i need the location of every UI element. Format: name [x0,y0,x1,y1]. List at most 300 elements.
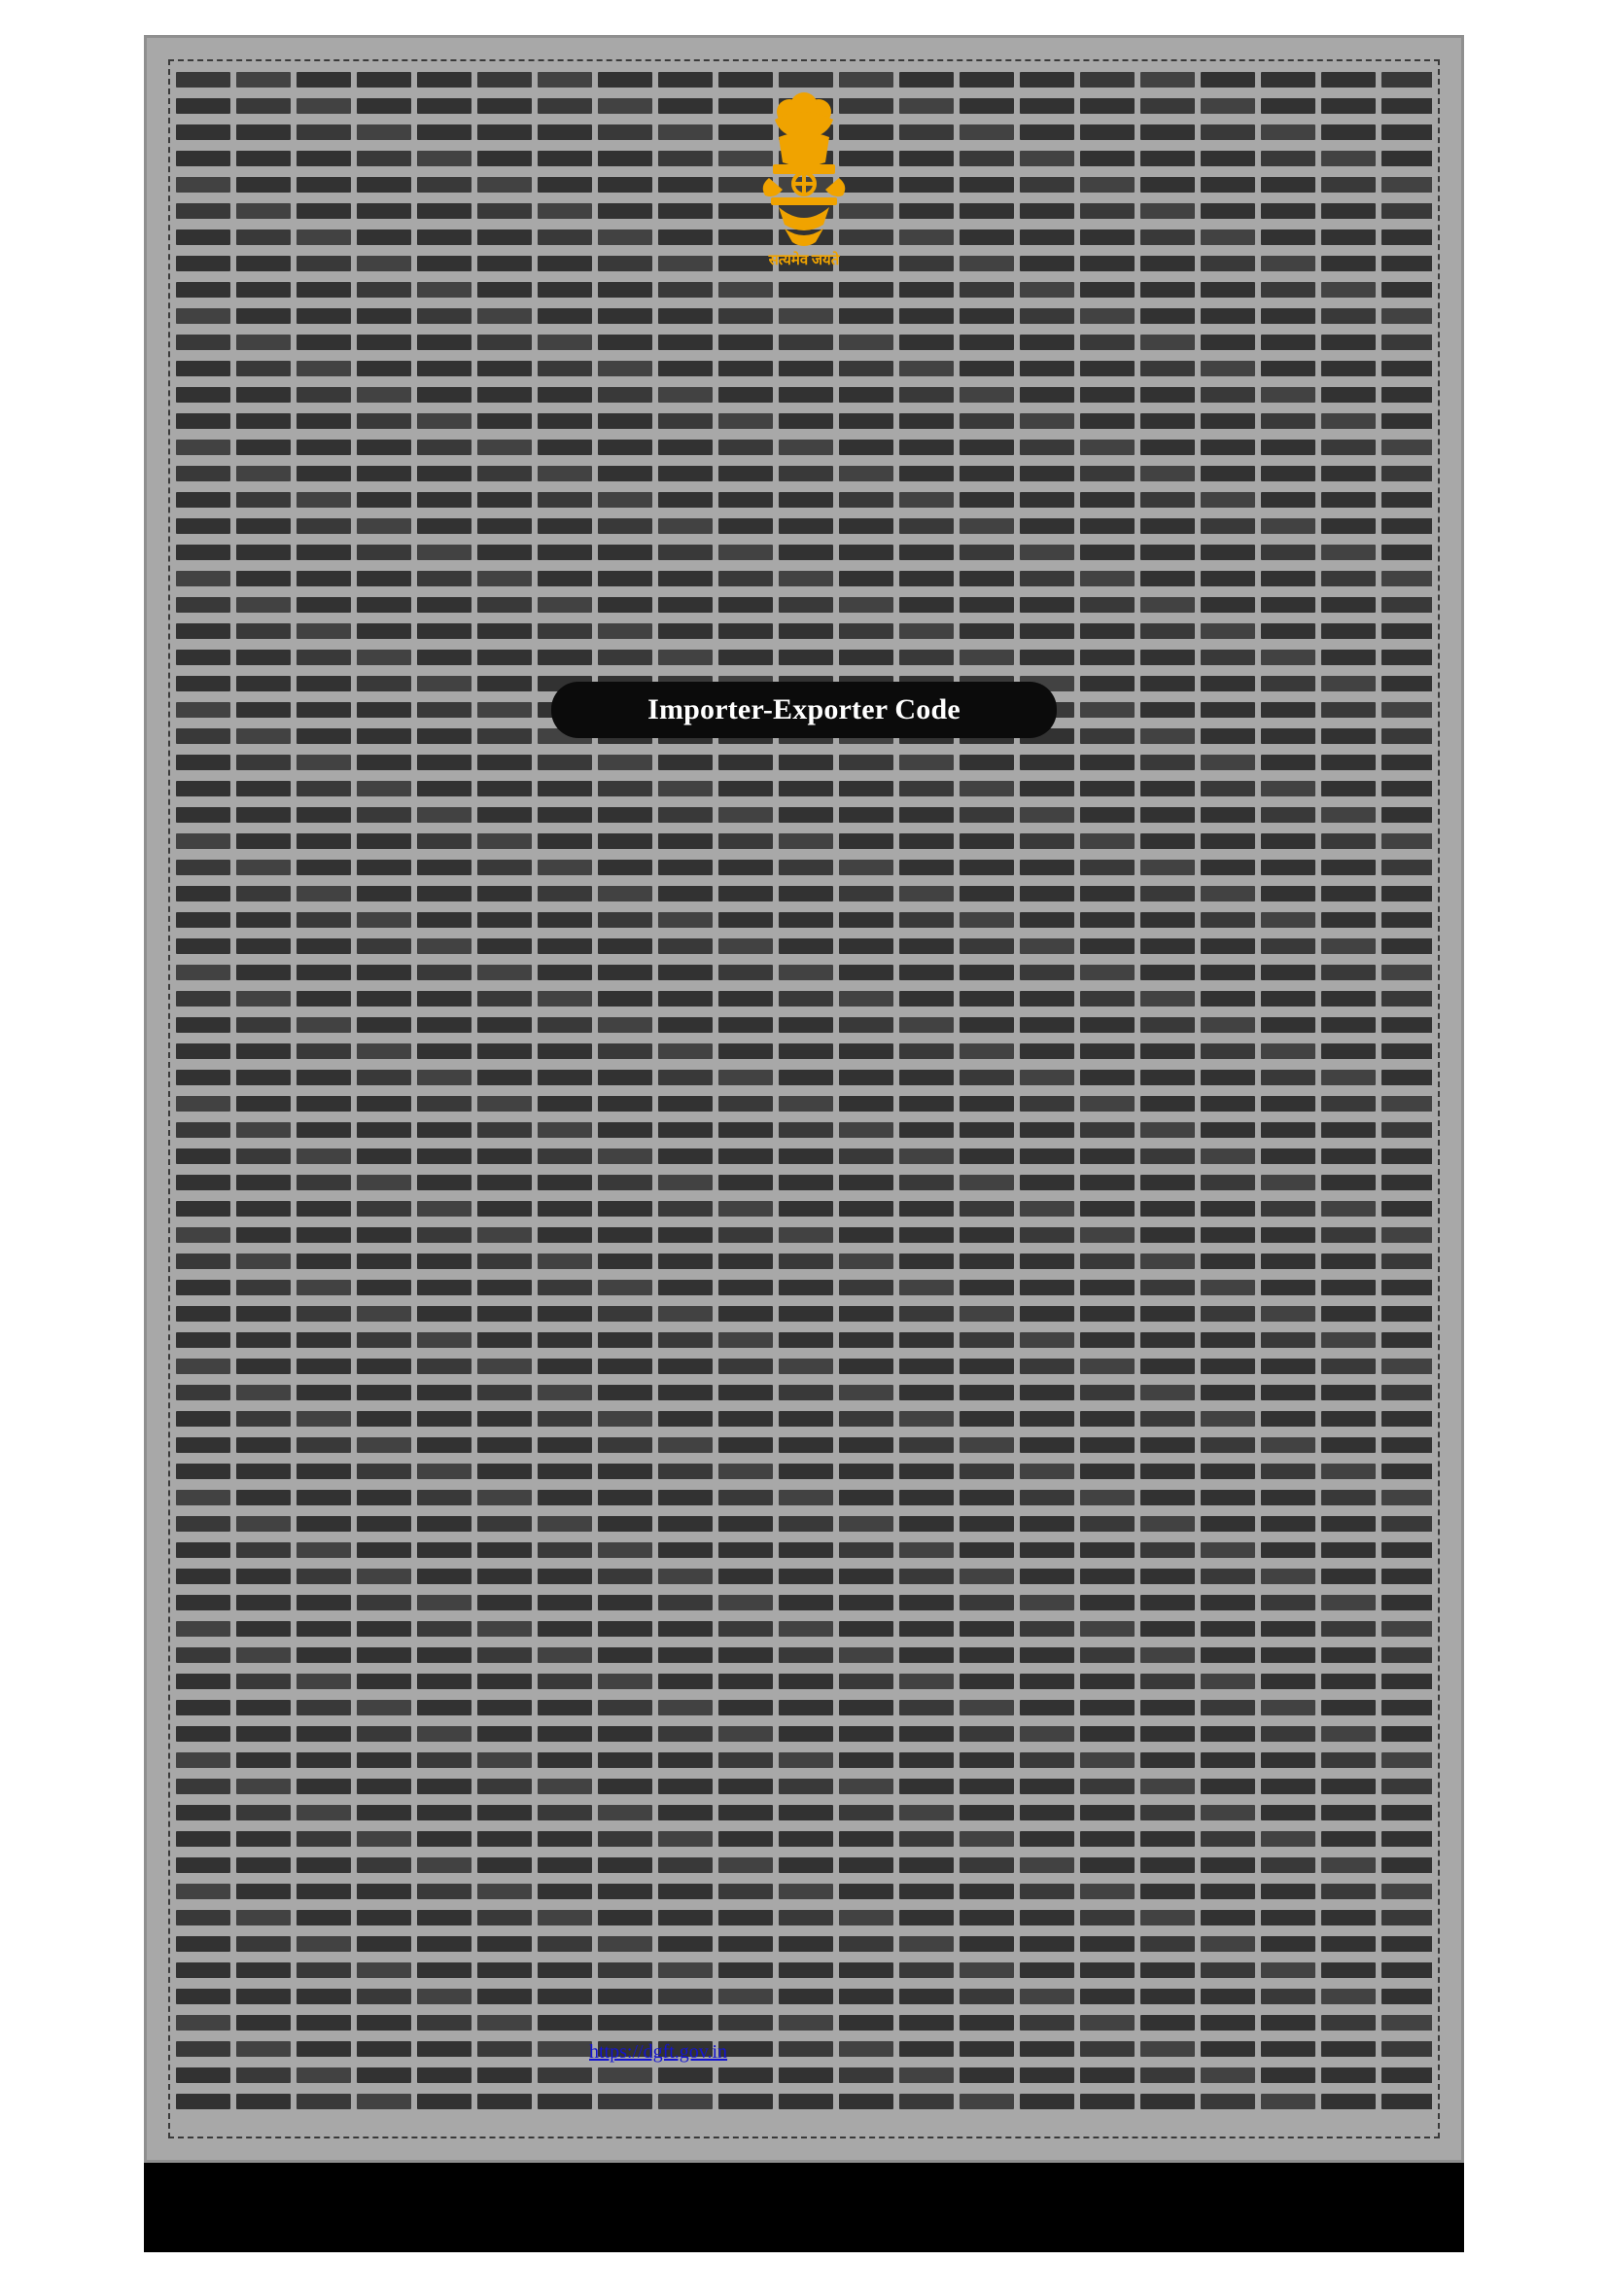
watermark-cell [357,1254,411,1269]
watermark-cell [1201,518,1255,534]
watermark-cell [357,1647,411,1663]
watermark-cell [1020,623,1074,639]
watermark-cell [839,991,893,1007]
watermark-cell [538,1726,592,1742]
watermark-cell [1020,571,1074,586]
watermark-cell [1080,545,1135,560]
watermark-cell [1080,492,1135,508]
watermark-cell [1201,545,1255,560]
watermark-cell [960,2067,1014,2083]
watermark-cell [236,1227,291,1243]
watermark-cell [1201,676,1255,691]
watermark-cell [1381,702,1432,718]
watermark-cell [236,1621,291,1637]
watermark-cell [839,1070,893,1085]
watermark-cell [236,2015,291,2031]
watermark-cell [176,1595,230,1610]
watermark-cell [1261,1516,1315,1532]
watermark-cell [1201,571,1255,586]
watermark-cell [1261,335,1315,350]
watermark-cell [1321,1726,1376,1742]
watermark-cell [538,1805,592,1820]
watermark-cell [477,282,532,298]
watermark-cell [176,571,230,586]
watermark-cell [598,1254,652,1269]
watermark-cell [779,1070,833,1085]
watermark-cell [598,1910,652,1925]
watermark-cell [1201,1359,1255,1374]
watermark-cell [1080,1647,1135,1663]
watermark-cell [1140,1385,1195,1400]
watermark-cell [417,387,472,403]
watermark-cell [477,2015,532,2031]
watermark-cell [779,1910,833,1925]
watermark-cell [1381,1043,1432,1059]
watermark-cell [236,2067,291,2083]
watermark-cell [1261,2067,1315,2083]
watermark-cell [1381,72,1432,88]
watermark-cell [899,912,954,928]
watermark-cell [417,1831,472,1847]
watermark-cell [1020,1542,1074,1558]
watermark-cell [297,1306,351,1322]
watermark-cell [779,1411,833,1427]
watermark-cell [1080,387,1135,403]
watermark-cell [899,1437,954,1453]
watermark-cell [960,518,1014,534]
watermark-cell [297,676,351,691]
watermark-cell [1020,308,1074,324]
watermark-cell [538,912,592,928]
watermark-cell [598,1647,652,1663]
watermark-cell [899,387,954,403]
watermark-cell [176,1227,230,1243]
watermark-cell [718,518,773,534]
watermark-cell [960,886,1014,901]
watermark-cell [477,2094,532,2109]
watermark-cell [960,1227,1014,1243]
watermark-cell [779,1516,833,1532]
watermark-cell [236,72,291,88]
watermark-cell [176,335,230,350]
watermark-cell [1201,1726,1255,1742]
watermark-cell [960,1910,1014,1925]
watermark-cell [1201,1516,1255,1532]
watermark-cell [899,1805,954,1820]
watermark-cell [1261,1227,1315,1243]
watermark-cell [297,1175,351,1190]
watermark-cell [1261,781,1315,796]
watermark-cell [1080,1017,1135,1033]
watermark-cell [236,1700,291,1715]
watermark-cell [1201,1989,1255,2004]
watermark-cell [176,1857,230,1873]
watermark-cell [960,1201,1014,1217]
watermark-row [176,408,1432,434]
watermark-cell [538,781,592,796]
watermark-cell [1261,1490,1315,1505]
watermark-cell [839,1280,893,1295]
watermark-cell [1381,1831,1432,1847]
watermark-cell [357,545,411,560]
watermark-cell [779,1385,833,1400]
watermark-cell [1080,781,1135,796]
watermark-cell [658,1254,713,1269]
watermark-cell [658,2015,713,2031]
watermark-cell [357,1542,411,1558]
watermark-cell [1381,1516,1432,1532]
watermark-row [176,487,1432,512]
watermark-cell [236,755,291,770]
watermark-row [176,1748,1432,1773]
watermark-cell [357,413,411,429]
watermark-cell [658,1595,713,1610]
watermark-cell [236,1332,291,1348]
watermark-cell [538,1332,592,1348]
watermark-cell [176,2094,230,2109]
watermark-cell [779,1201,833,1217]
watermark-cell [236,676,291,691]
watermark-cell [1201,755,1255,770]
watermark-cell [839,1989,893,2004]
watermark-cell [960,1437,1014,1453]
watermark-cell [1261,282,1315,298]
watermark-cell [1201,1227,1255,1243]
watermark-cell [1080,1122,1135,1138]
watermark-cell [1020,1831,1074,1847]
watermark-cell [899,1043,954,1059]
watermark-cell [658,2094,713,2109]
watermark-cell [357,1437,411,1453]
watermark-cell [960,545,1014,560]
watermark-row [176,1170,1432,1195]
watermark-cell [598,807,652,823]
watermark-cell [598,1857,652,1873]
watermark-cell [1080,1437,1135,1453]
watermark-cell [176,440,230,455]
watermark-cell [538,1989,592,2004]
watermark-cell [1321,413,1376,429]
watermark-cell [960,1254,1014,1269]
watermark-cell [236,1254,291,1269]
watermark-cell [1020,1227,1074,1243]
watermark-cell [236,1752,291,1768]
watermark-cell [1201,1752,1255,1768]
watermark-cell [960,1884,1014,1899]
watermark-cell [1080,1411,1135,1427]
watermark-cell [1020,2094,1074,2109]
watermark-cell [417,1569,472,1584]
watermark-cell [598,1726,652,1742]
watermark-cell [417,991,472,1007]
watermark-cell [658,1989,713,2004]
watermark-cell [1140,833,1195,849]
watermark-cell [718,1700,773,1715]
watermark-row [176,1301,1432,1326]
watermark-cell [658,1516,713,1532]
watermark-cell [357,1464,411,1479]
watermark-cell [598,282,652,298]
watermark-cell [417,1122,472,1138]
watermark-cell [1020,1674,1074,1689]
watermark-cell [1381,1017,1432,1033]
watermark-cell [960,1306,1014,1322]
watermark-cell [779,2094,833,2109]
watermark-cell [1261,413,1315,429]
bottom-black-bar [144,2163,1464,2252]
watermark-cell [658,1779,713,1794]
watermark-cell [839,413,893,429]
watermark-cell [960,1647,1014,1663]
watermark-row [176,1853,1432,1878]
watermark-cell [779,440,833,455]
watermark-cell [779,1437,833,1453]
watermark-cell [1080,1254,1135,1269]
watermark-cell [1381,1359,1432,1374]
watermark-cell [899,1017,954,1033]
watermark-cell [960,1831,1014,1847]
watermark-cell [899,1884,954,1899]
watermark-cell [598,1437,652,1453]
watermark-cell [297,1254,351,1269]
watermark-cell [236,1122,291,1138]
watermark-row [176,382,1432,407]
watermark-cell [839,72,893,88]
watermark-cell [1381,965,1432,980]
watermark-cell [960,1700,1014,1715]
watermark-cell [1261,2094,1315,2109]
watermark-cell [477,1201,532,1217]
watermark-cell [718,1595,773,1610]
watermark-cell [176,2015,230,2031]
watermark-cell [297,1148,351,1164]
watermark-cell [1140,1647,1195,1663]
watermark-cell [718,1017,773,1033]
watermark-cell [357,2041,411,2057]
watermark-cell [236,1070,291,1085]
watermark-cell [1080,1096,1135,1112]
watermark-cell [236,781,291,796]
watermark-cell [477,1674,532,1689]
watermark-cell [236,308,291,324]
watermark-cell [718,1148,773,1164]
watermark-cell [1261,1542,1315,1558]
watermark-cell [899,1148,954,1164]
watermark-cell [658,387,713,403]
watermark-cell [538,308,592,324]
watermark-cell [839,1726,893,1742]
watermark-cell [1261,597,1315,613]
watermark-cell [417,1201,472,1217]
watermark-cell [1140,1411,1195,1427]
watermark-row [176,986,1432,1011]
watermark-cell [899,1674,954,1689]
watermark-cell [718,1647,773,1663]
watermark-cell [1080,1857,1135,1873]
watermark-cell [357,1962,411,1978]
watermark-cell [598,1175,652,1190]
watermark-row [176,881,1432,906]
watermark-cell [1201,1464,1255,1479]
watermark-cell [1321,335,1376,350]
watermark-cell [176,492,230,508]
watermark-cell [176,1700,230,1715]
watermark-cell [1321,1831,1376,1847]
watermark-cell [960,623,1014,639]
watermark-cell [1020,2041,1074,2057]
watermark-cell [1321,1411,1376,1427]
watermark-row [176,1039,1432,1064]
watermark-cell [236,623,291,639]
watermark-cell [297,1359,351,1374]
watermark-cell [1140,912,1195,928]
watermark-cell [297,597,351,613]
watermark-cell [1080,1569,1135,1584]
watermark-cell [1321,282,1376,298]
watermark-cell [1201,440,1255,455]
watermark-cell [538,1569,592,1584]
watermark-cell [1321,991,1376,1007]
watermark-cell [236,1516,291,1532]
watermark-cell [779,807,833,823]
watermark-cell [357,1910,411,1925]
watermark-cell [477,755,532,770]
watermark-cell [1321,1621,1376,1637]
watermark-cell [297,1542,351,1558]
watermark-row [176,934,1432,959]
watermark-cell [357,676,411,691]
watermark-cell [658,282,713,298]
watermark-cell [1321,860,1376,875]
watermark-cell [1261,650,1315,665]
watermark-cell [1321,387,1376,403]
watermark-cell [176,781,230,796]
watermark-cell [1261,886,1315,901]
watermark-cell [598,833,652,849]
watermark-cell [297,387,351,403]
watermark-cell [1261,72,1315,88]
watermark-cell [598,1096,652,1112]
watermark-cell [598,492,652,508]
watermark-cell [1261,1464,1315,1479]
watermark-cell [1080,335,1135,350]
watermark-cell [658,1332,713,1348]
watermark-cell [477,807,532,823]
watermark-cell [236,1043,291,1059]
watermark-cell [839,492,893,508]
watermark-row [176,1511,1432,1537]
watermark-cell [960,2015,1014,2031]
watermark-cell [357,1569,411,1584]
watermark-cell [176,413,230,429]
watermark-cell [960,2094,1014,2109]
watermark-cell [658,1647,713,1663]
watermark-cell [899,72,954,88]
watermark-row [176,960,1432,985]
watermark-cell [477,1043,532,1059]
watermark-cell [236,1962,291,1978]
watermark-cell [1381,440,1432,455]
watermark-cell [236,361,291,376]
watermark-cell [1020,1464,1074,1479]
watermark-cell [839,755,893,770]
watermark-cell [297,1910,351,1925]
watermark-cell [598,938,652,954]
watermark-cell [297,1805,351,1820]
watermark-cell [1321,72,1376,88]
watermark-cell [1381,1306,1432,1322]
watermark-cell [779,1647,833,1663]
watermark-cell [779,1962,833,1978]
watermark-cell [417,492,472,508]
watermark-cell [658,440,713,455]
watermark-cell [1020,597,1074,613]
watermark-cell [297,965,351,980]
watermark-cell [899,1201,954,1217]
certificate-page [144,35,1464,2163]
watermark-cell [1020,545,1074,560]
watermark-cell [718,282,773,298]
dgft-portal-link[interactable]: https://dgft.gov.in [589,2041,728,2063]
watermark-cell [1020,912,1074,928]
watermark-cell [1140,1437,1195,1453]
watermark-cell [1020,1017,1074,1033]
watermark-cell [718,2094,773,2109]
watermark-cell [899,1122,954,1138]
watermark-cell [417,1910,472,1925]
watermark-cell [1140,886,1195,901]
watermark-cell [598,1148,652,1164]
watermark-cell [176,466,230,481]
watermark-cell [718,1043,773,1059]
watermark-cell [899,650,954,665]
watermark-cell [538,1752,592,1768]
watermark-cell [718,1857,773,1873]
watermark-cell [477,597,532,613]
watermark-cell [598,387,652,403]
watermark-row [176,802,1432,828]
watermark-cell [779,833,833,849]
watermark-cell [538,1017,592,1033]
watermark-cell [1261,1779,1315,1794]
watermark-cell [236,1096,291,1112]
watermark-cell [658,597,713,613]
watermark-cell [1140,1569,1195,1584]
watermark-row [176,277,1432,302]
watermark-cell [357,938,411,954]
watermark-cell [417,1070,472,1085]
watermark-cell [1381,1884,1432,1899]
watermark-cell [718,1989,773,2004]
watermark-cell [417,545,472,560]
watermark-cell [658,1043,713,1059]
watermark-cell [899,1831,954,1847]
watermark-cell [658,1306,713,1322]
watermark-cell [899,1910,954,1925]
watermark-cell [477,938,532,954]
watermark-cell [839,1569,893,1584]
watermark-cell [960,807,1014,823]
watermark-cell [1140,308,1195,324]
watermark-cell [658,1148,713,1164]
watermark-cell [1321,650,1376,665]
watermark-cell [176,702,230,718]
watermark-cell [718,72,773,88]
watermark-cell [357,702,411,718]
watermark-cell [176,1122,230,1138]
watermark-cell [658,571,713,586]
watermark-cell [538,1148,592,1164]
